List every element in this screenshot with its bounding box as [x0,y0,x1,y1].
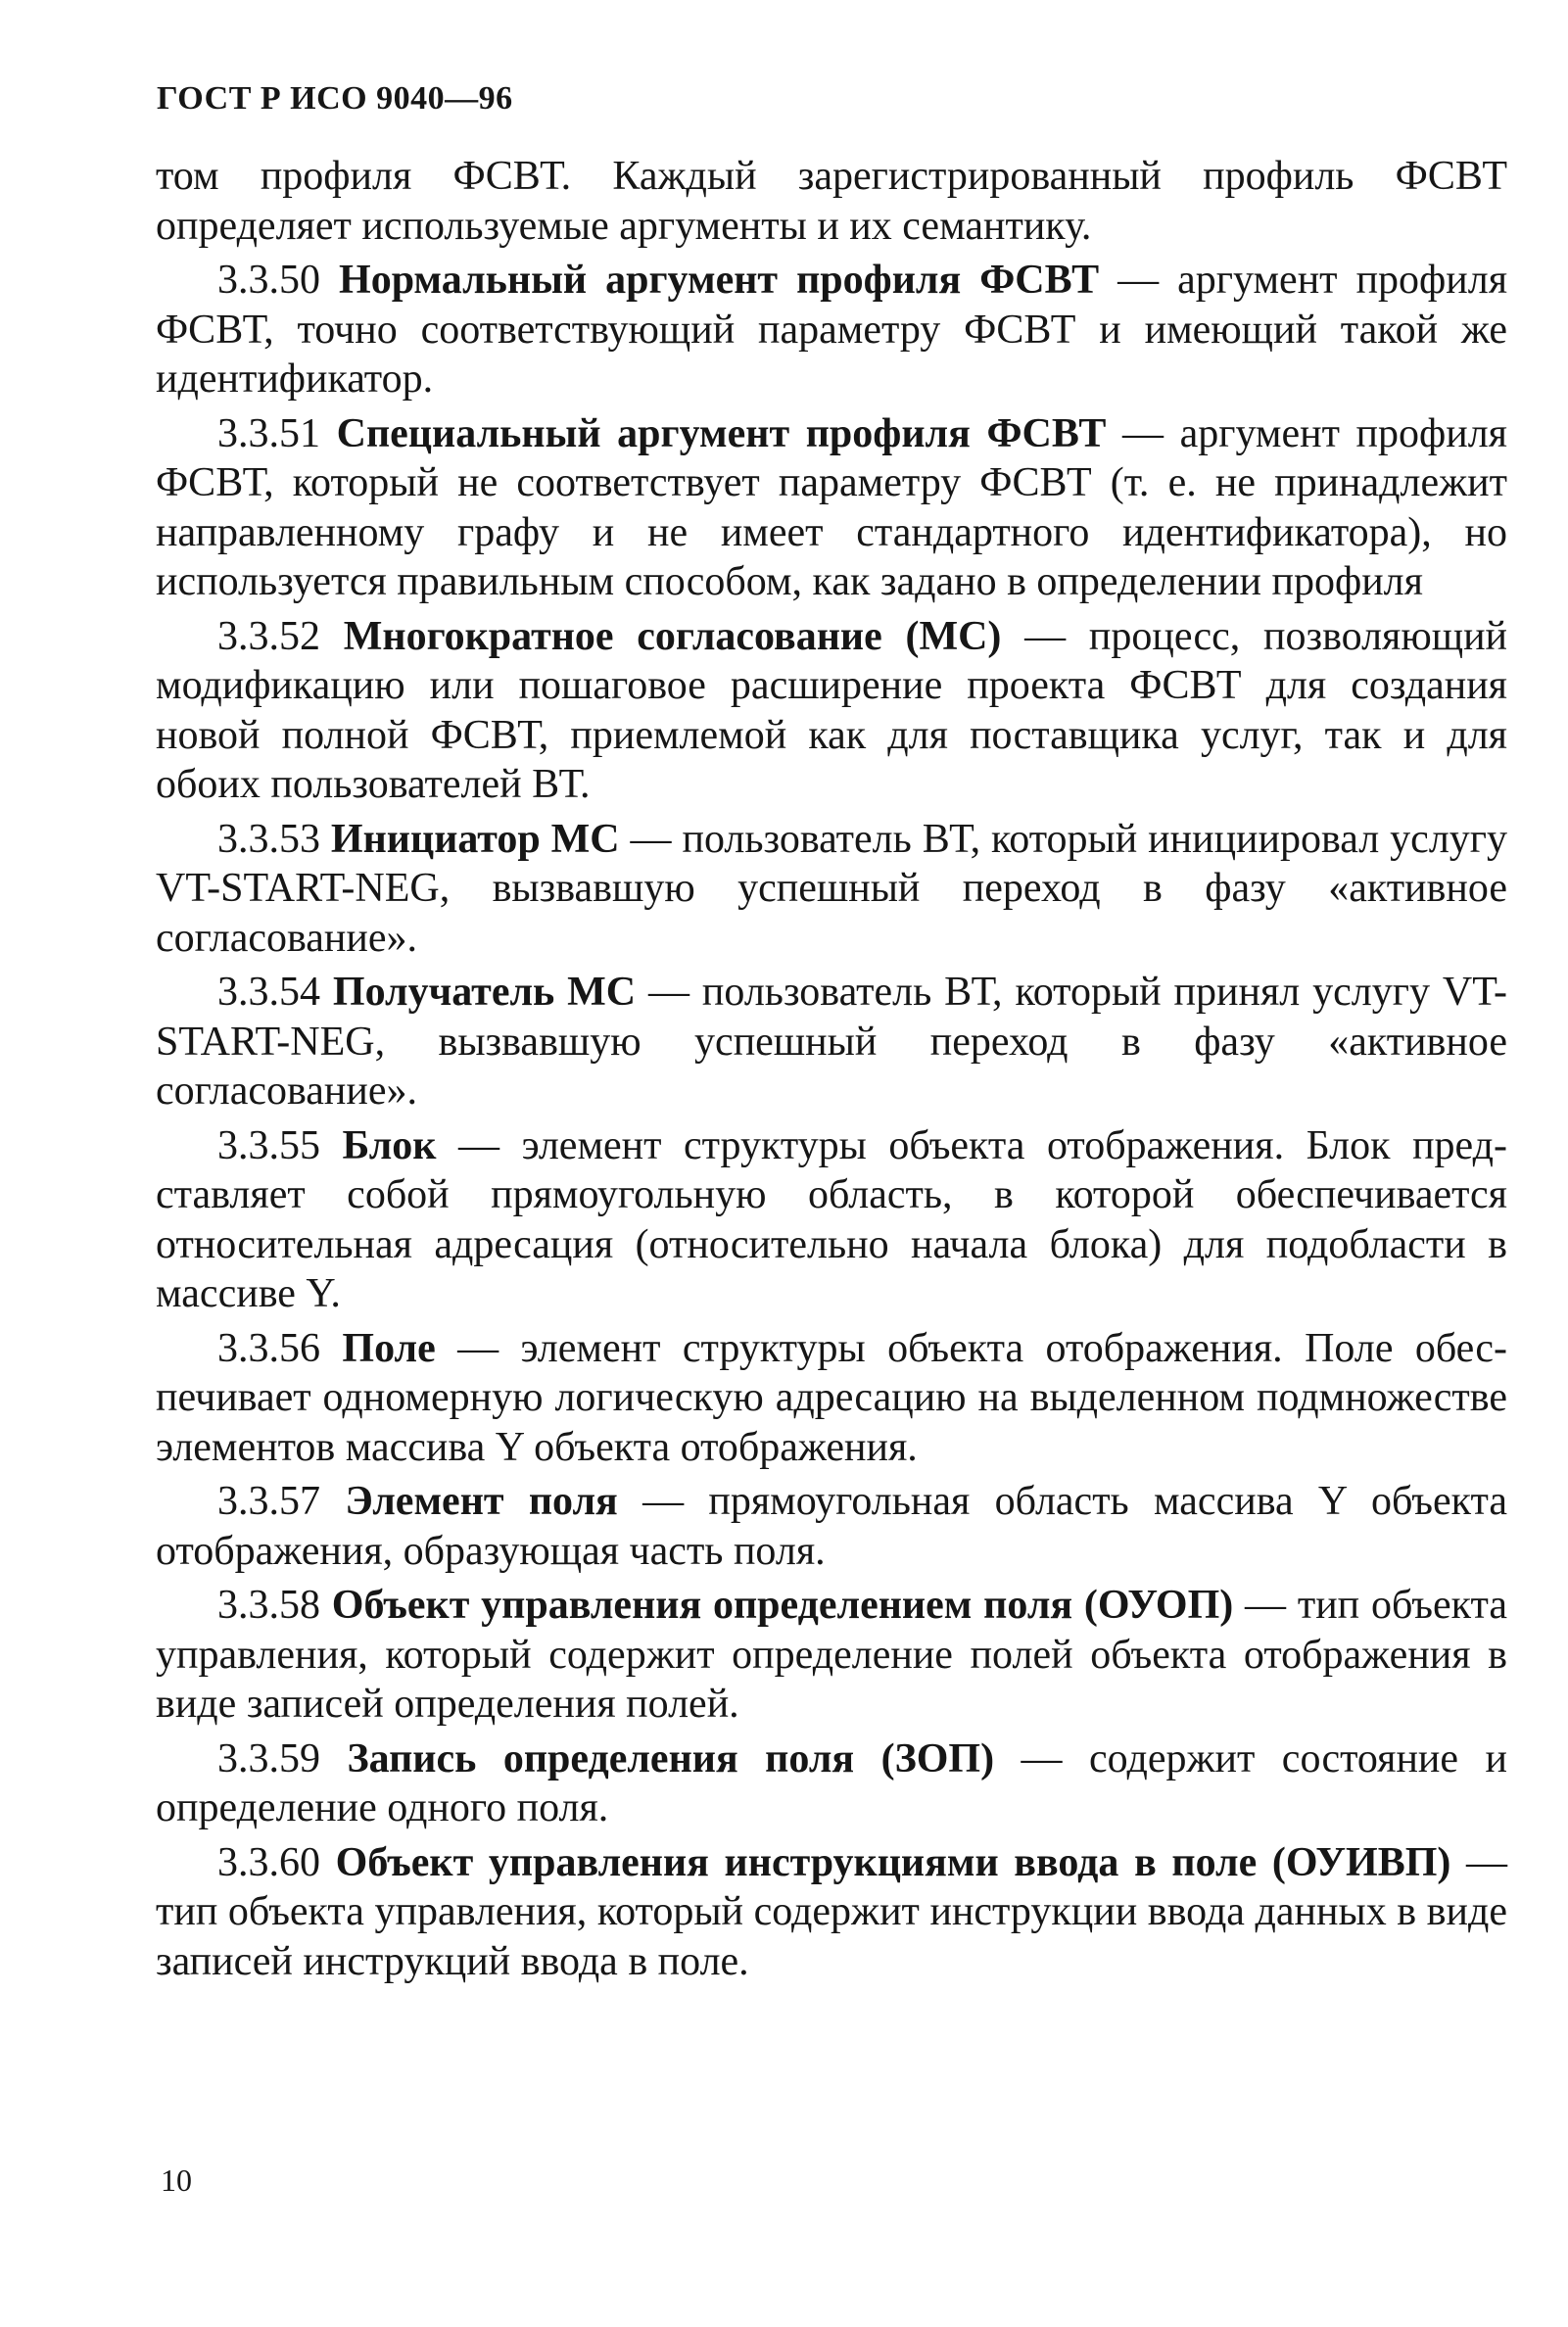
entry-term: Объект управления определением поля (ОУОП) [331,1583,1234,1628]
entry-term: Блок [342,1122,437,1168]
intro-paragraph: том профиля ФСВТ. Каждый зарегистрированный профиль ФСВТ определяет используемые аргументы и их семантику. [156,154,1507,249]
entry-definition: — аргумент профиля ФСВТ, который не соответствует параметру ФСВТ (т. е. не принадлежит направленному графу и не имеет стандартного идентификатора), но используется правильным способом, как задано в определении профиля [156,410,1508,604]
entry-term: Нормальный аргумент профиля ФСВТ [339,258,1100,303]
entry-number: 3.3.55 [217,1122,320,1168]
definition-entry [156,1581,1507,1730]
entry-definition: — содержит состояние и определение одного поля. [156,1735,1507,1830]
page-header: ГОСТ Р ИСО 9040—96 [157,80,513,117]
definition-entry [156,1838,1507,1987]
entry-term: Получатель МС [332,970,637,1015]
entry-definition: — тип объекта управления, который содержит инструкции ввода данных в виде записей инструкций ввода в поле. [156,1839,1508,1984]
entry-number: 3.3.59 [217,1735,320,1781]
entry-number: 3.3.52 [217,613,320,659]
definition-entry [156,612,1507,810]
entry-number: 3.3.58 [217,1583,320,1628]
entry-definition: — прямоугольная область массива Y объекта отображения, образующая часть поля. [156,1479,1508,1574]
entry-definition: — пользователь ВТ, который принял услугу VT-START-NEG, вызвавшую успешный переход в фазу «активное согласование». [156,970,1508,1114]
entry-number: 3.3.53 [217,816,320,862]
entry-term: Поле [342,1325,436,1371]
entry-term: Многократное согласование (МС) [343,613,1002,659]
definition-list [156,256,1507,1986]
entry-number: 3.3.51 [217,410,320,456]
document-body [156,152,1507,1986]
entry-number: 3.3.50 [217,258,320,303]
entry-term: Запись определения поля (ЗОП) [347,1735,995,1781]
definition-entry [156,1734,1507,1833]
entry-definition: — элемент структуры объекта отображения. Поле обеспечивает одномерную логическую адресацию на выделенном подмножестве элементов массива Y объекта отображения. [156,1325,1508,1470]
page-number: 10 [161,2162,192,2198]
entry-definition: — пользователь ВТ, который инициировал услугу VT-START-NEG, вызвавшую успешный переход в фазу «активное согласование». [156,816,1507,961]
entry-definition: — тип объекта управления, который содержит определение полей объекта отображения в виде записей определения полей. [156,1583,1507,1727]
definition-entry [156,815,1507,964]
entry-term: Объект управления инструкциями ввода в поле (ОУИВП) [335,1839,1451,1885]
definition-entry [156,409,1507,607]
definition-entry [156,256,1507,404]
entry-number: 3.3.60 [217,1839,320,1885]
entry-definition: — процесс, позволяющий модификацию или пошаговое расширение проекта ФСВТ для создания новой полной ФСВТ, приемлемой как для поставщика услуг, так и для обоих пользователей ВТ. [156,613,1508,807]
entry-term: Инициатор МС [330,816,620,862]
entry-term: Элемент поля [345,1479,618,1524]
definition-entry [156,1477,1507,1576]
entry-definition: — элемент структуры объекта отображения. Блок представляет собой прямоугольную область, в которой обеспечивается относительная адресация (относительно начала блока) для подобласти в массиве Y. [156,1122,1507,1316]
entry-definition: — аргумент профиля ФСВТ, точно соответствующий параметру ФСВТ и имеющий такой же идентификатор. [156,258,1508,402]
definition-entry [156,968,1507,1116]
definition-entry [156,1121,1507,1319]
definition-entry [156,1324,1507,1473]
entry-number: 3.3.54 [217,970,320,1015]
entry-term: Специальный аргумент профиля ФСВТ [336,410,1107,456]
entry-number: 3.3.57 [217,1479,320,1524]
entry-number: 3.3.56 [217,1325,320,1371]
